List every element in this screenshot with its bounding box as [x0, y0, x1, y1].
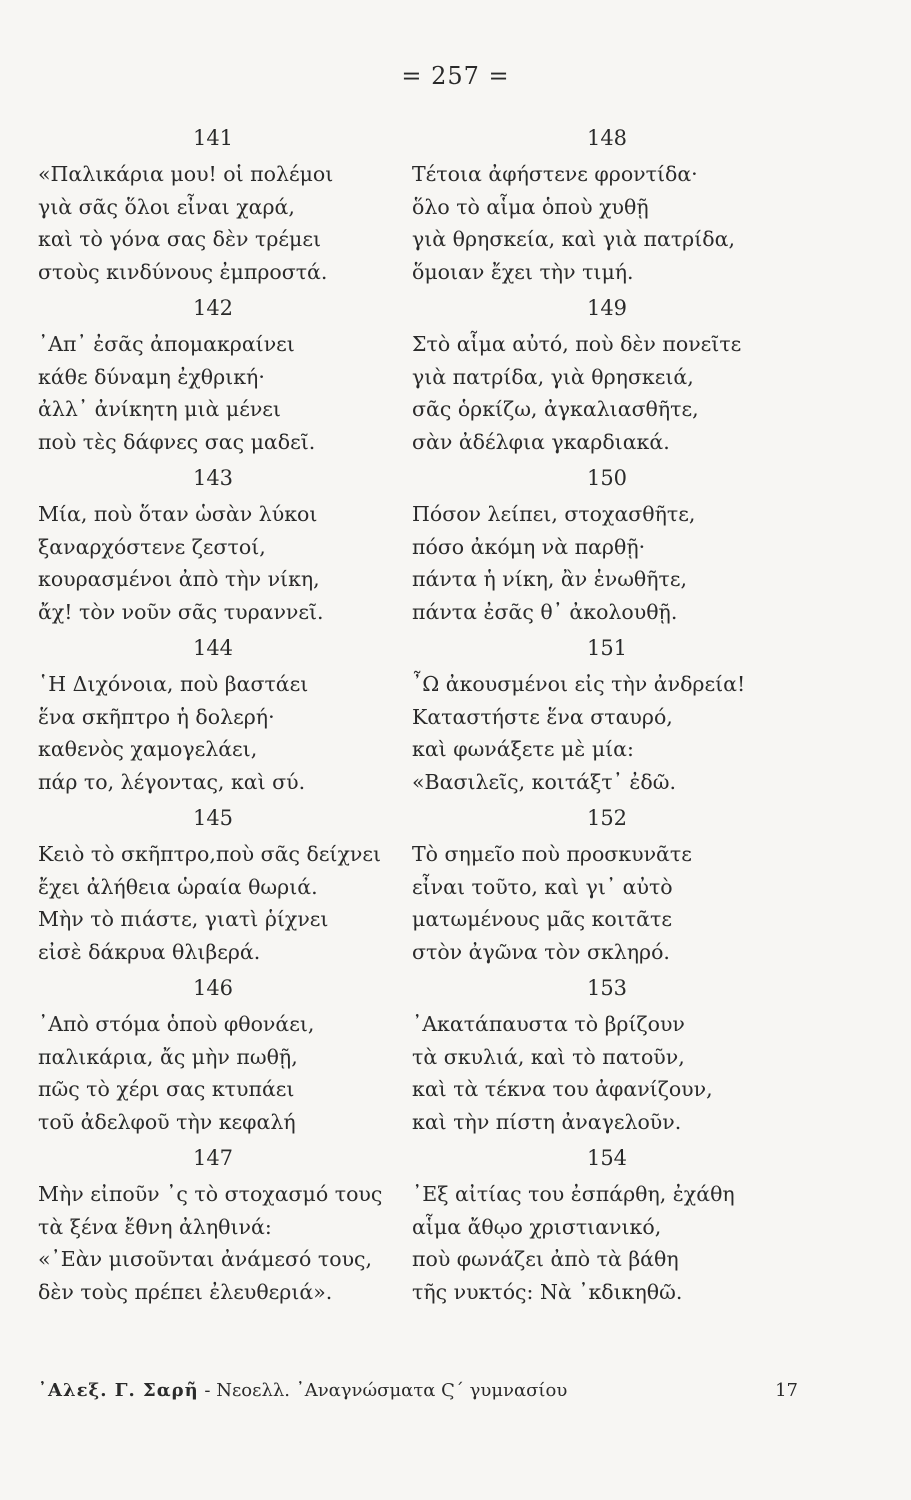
stanza: [412, 798, 812, 968]
verse-line: Μία, ποὺ ὅταν ὡσὰν λύκοι: [38, 502, 318, 526]
stanza-number: 153: [586, 976, 628, 1000]
verse-line: ξαναρχόστενε ζεστοί,: [38, 534, 266, 559]
stanza: [38, 968, 418, 1138]
stanza: [38, 798, 418, 968]
footer-title: - Νεοελλ. ᾿Αναγνώσματα Ϛ΄ γυμνασίου: [204, 1380, 568, 1401]
verse-line: πόσο ἀκόμη νὰ παρθῇ·: [412, 534, 646, 559]
stanza-number: 144: [192, 636, 234, 660]
verse-line: ματωμένους μᾶς κοιτᾶτε: [412, 907, 672, 931]
page-number: = 257 =: [401, 62, 510, 90]
verse-line: στοὺς κινδύνους ἐμπροστά.: [38, 259, 328, 284]
stanza-number: 146: [192, 976, 234, 1000]
stanza-number: 154: [586, 1146, 628, 1170]
page-footer: [38, 1380, 798, 1401]
verse-line: Στὸ αἷμα αὐτό, ποὺ δὲν πονεῖτε: [412, 332, 742, 356]
verse-line: πάντα ἐσᾶς θ᾿ ἀκολουθῇ.: [412, 599, 678, 624]
verse-line: Μὴν εἰποῦν ᾿ς τὸ στοχασμό τους: [38, 1182, 383, 1206]
verse-line: πάρ το, λέγοντας, καὶ σύ.: [38, 769, 306, 794]
stanza-number: 145: [192, 806, 234, 830]
footer-sheet-number: 17: [775, 1380, 798, 1401]
stanza: [38, 288, 418, 458]
verse-line: «Παλικάρια μου! οἱ πολέμοι: [38, 162, 334, 186]
left-column: [38, 118, 418, 1308]
verse-line: σᾶς ὁρκίζω, ἀγκαλιασθῆτε,: [412, 397, 699, 421]
verse-line: καὶ τὸ γόνα σας δὲν τρέμει: [38, 227, 321, 251]
verse-line: κουρασμένοι ἀπὸ τὴν νίκη,: [38, 567, 320, 591]
verse-line: τῆς νυκτός: Νὰ ᾿κδικηθῶ.: [412, 1279, 683, 1304]
verse-line: ᾿Ακατάπαυστα τὸ βρίζουν: [412, 1012, 685, 1036]
right-column: [412, 118, 812, 1308]
stanza: [38, 628, 418, 798]
stanza: [38, 118, 418, 288]
verse-line: ἔχει ἀλήθεια ὡραία θωριά.: [38, 874, 318, 899]
stanza: [412, 628, 812, 798]
stanza-number: 148: [586, 126, 628, 150]
verse-line: «᾿Εὰν μισοῦνται ἀνάμεσό τους,: [38, 1247, 373, 1271]
stanza-number: 152: [586, 806, 628, 830]
verse-line: γιὰ θρησκεία, καὶ γιὰ πατρίδα,: [412, 227, 735, 251]
stanza-number: 143: [192, 466, 234, 490]
verse-line: καὶ τὴν πίστη ἀναγελοῦν.: [412, 1109, 682, 1134]
verse-line: ὅλο τὸ αἷμα ὁποὺ χυθῇ: [412, 194, 649, 219]
verse-line: παλικάρια, ἄς μὴν πωθῇ,: [38, 1044, 298, 1069]
stanza: [38, 1138, 418, 1308]
verse-line: γιὰ σᾶς ὅλοι εἶναι χαρά,: [38, 194, 295, 219]
stanza-number: 151: [586, 636, 628, 660]
verse-line: ᾿Απ᾿ ἐσᾶς ἀπομακραίνει: [38, 332, 295, 356]
verse-line: ἄχ! τὸν νοῦν σᾶς τυραννεῖ.: [38, 599, 324, 624]
verse-line: δὲν τοὺς πρέπει ἐλευθεριά».: [38, 1279, 333, 1304]
stanza: [412, 458, 812, 628]
verse-line: καὶ φωνάξετε μὲ μία:: [412, 737, 634, 761]
stanza: [412, 1138, 812, 1308]
stanza: [38, 458, 418, 628]
verse-line: «Βασιλεῖς, κοιτάξτ᾿ ἐδῶ.: [412, 769, 676, 794]
verse-line: ῾Η Διχόνοια, ποὺ βαστάει: [38, 672, 309, 696]
verse-line: Καταστήστε ἕνα σταυρό,: [412, 704, 673, 729]
stanza-number: 141: [192, 126, 234, 150]
stanza-number: 147: [192, 1146, 234, 1170]
verse-line: Τὸ σημεῖο ποὺ προσκυνᾶτε: [412, 842, 692, 866]
stanza: [412, 288, 812, 458]
verse-line: καὶ τὰ τέκνα του ἀφανίζουν,: [412, 1077, 713, 1101]
verse-line: τὰ ξένα ἔθνη ἀληθινά:: [38, 1214, 272, 1239]
verse-line: ᾿Εξ αἰτίας του ἐσπάρθη, ἐχάθη: [412, 1182, 735, 1206]
verse-line: γιὰ πατρίδα, γιὰ θρησκειά,: [412, 364, 694, 389]
verse-line: εἰσὲ δάκρυα θλιβερά.: [38, 939, 261, 964]
stanza: [412, 118, 812, 288]
stanza: [412, 968, 812, 1138]
stanza-number: 149: [586, 296, 628, 320]
verse-line: ἕνα σκῆπτρο ἡ δολερή·: [38, 704, 275, 729]
stanza-number: 150: [586, 466, 628, 490]
verse-line: ποὺ τὲς δάφνες σας μαδεῖ.: [38, 429, 316, 454]
verse-line: Μὴν τὸ πιάστε, γιατὶ ῥίχνει: [38, 907, 329, 931]
verse-line: πάντα ἡ νίκη, ἂν ἑνωθῆτε,: [412, 567, 688, 591]
verse-line: τὰ σκυλιά, καὶ τὸ πατοῦν,: [412, 1044, 685, 1069]
verse-line: Πόσον λείπει, στοχασθῆτε,: [412, 502, 696, 526]
verse-line: ῏Ω ἀκουσμένοι εἰς τὴν ἀνδρεία!: [412, 672, 746, 696]
verse-line: κάθε δύναμη ἐχθρική·: [38, 364, 265, 389]
verse-line: εἶναι τοῦτο, καὶ γι᾿ αὐτὸ: [412, 874, 673, 899]
footer-author: ᾿Αλεξ. Γ. Σαρῆ: [38, 1380, 199, 1401]
verse-line: ὅμοιαν ἔχει τὴν τιμή.: [412, 259, 634, 284]
verse-line: ποὺ φωνάζει ἀπὸ τὰ βάθη: [412, 1247, 679, 1271]
verse-line: Κειὸ τὸ σκῆπτρο,ποὺ σᾶς δείχνει: [38, 842, 382, 866]
verse-line: σὰν ἀδέλφια γκαρδιακά.: [412, 429, 670, 454]
verse-line: στὸν ἀγῶνα τὸν σκληρό.: [412, 939, 670, 964]
verse-line: ᾿Απὸ στόμα ὁποὺ φθονάει,: [38, 1012, 315, 1036]
verse-line: τοῦ ἀδελφοῦ τὴν κεφαλή: [38, 1109, 296, 1134]
verse-line: καθενὸς χαμογελάει,: [38, 737, 258, 761]
verse-line: Τέτοια ἀφήστενε φροντίδα·: [412, 162, 698, 186]
verse-line: αἷμα ἄθῳο χριστιανικό,: [412, 1214, 662, 1239]
stanza-number: 142: [192, 296, 234, 320]
verse-line: πῶς τὸ χέρι σας κτυπάει: [38, 1077, 295, 1101]
verse-line: ἀλλ᾿ ἀνίκητη μιὰ μένει: [38, 397, 281, 421]
